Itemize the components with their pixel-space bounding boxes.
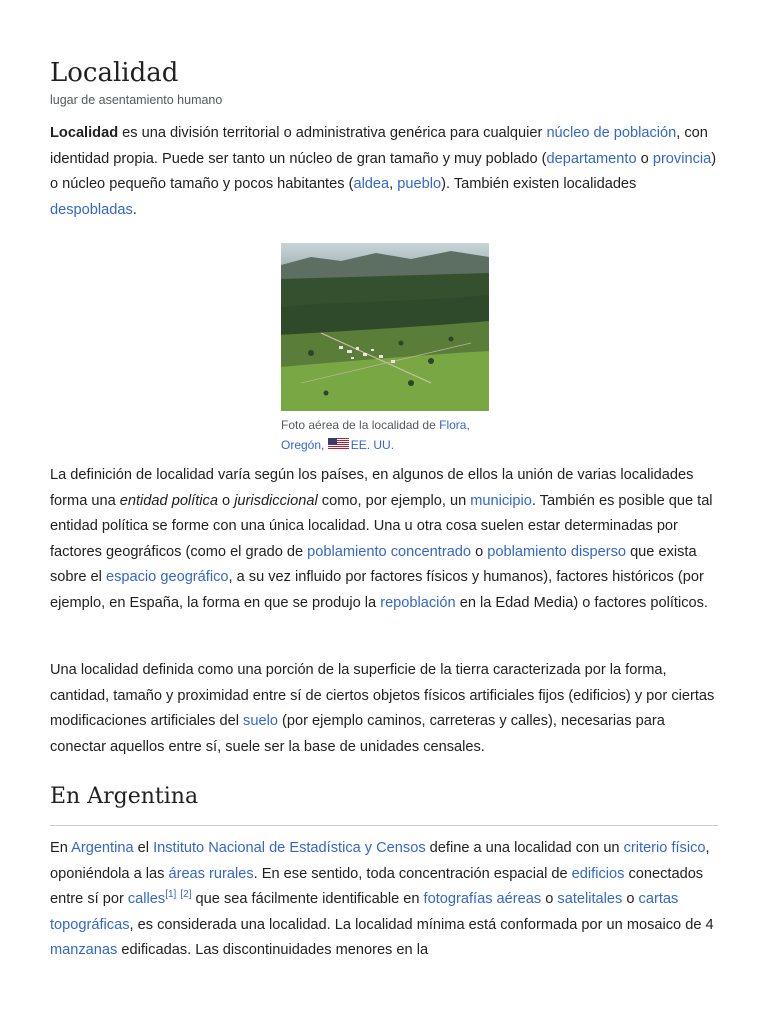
us-flag-icon — [328, 438, 349, 450]
link-areas-rurales[interactable]: áreas rurales — [168, 865, 254, 882]
reference-2[interactable]: [2] — [180, 889, 192, 901]
link-provincia[interactable]: provincia — [652, 150, 712, 167]
link-argentina[interactable]: Argentina — [71, 840, 134, 856]
link-espacio-geografico[interactable]: espacio geográfico — [105, 569, 229, 586]
intro-paragraph: Localidad es una división territorial o administrativa genérica para cualquier núcleo de población, con identidad propia. Puede ser tanto un núcleo de gran tamaño y muy poblado (departamento o provincia) o núcleo pequeño tamaño y pocos habitantes (aldea, pueblo). También existen localidades despobladas. — [50, 125, 717, 218]
link-departamento[interactable]: departamento — [546, 150, 637, 167]
link-aldea[interactable]: aldea — [353, 176, 390, 193]
link-satelitales[interactable]: satelitales — [557, 891, 623, 908]
link-indec[interactable]: Instituto Nacional de Estadística y Censos — [153, 840, 426, 856]
aerial-photo[interactable] — [281, 243, 489, 411]
link-eeuu[interactable]: EE. UU. — [350, 437, 395, 452]
section-divider — [50, 825, 718, 826]
link-municipio[interactable]: municipio — [470, 492, 532, 509]
paragraph-definicion: La definición de localidad varía según los países, en algunos de ellos la unión de varias localidades forma una entidad política o jurisdiccional como, por ejemplo, un municipio. También es posible que tal entidad política se forme con una única localidad. Una u otra cosa suelen estar determinadas por factores geográficos (como el grado de poblamiento concentrado o poblamiento disperso que exista sobre el espacio geográfico, a su vez influido por factores físicos y humanos), factores históricos (por ejemplo, en España, la forma en que se produjo la repoblación en la Edad Media) o factores políticos. — [50, 467, 713, 611]
link-oregon[interactable]: Oregón — [281, 437, 322, 452]
bold-term: Localidad — [50, 125, 119, 141]
page-title: Localidad — [50, 58, 179, 88]
link-suelo[interactable]: suelo — [243, 713, 278, 730]
link-cartas-topograficas[interactable]: cartas topográficas — [50, 891, 679, 933]
figure-caption: Foto aérea de la localidad de Flora, Oregón, EE. UU. — [281, 418, 470, 452]
link-edificios[interactable]: edificios — [571, 865, 625, 882]
paragraph-argentina: En Argentina el Instituto Nacional de Estadística y Censos define a una localidad con un criterio físico, oponiéndola a las áreas rurales. En ese sentido, toda concentración espacial de edificios conectados entre sí por calles[1] [2] que sea fácilmente identificable en fotografías aéreas o satelitales o cartas topográficas, es considerada una localidad. La localidad mínima está conformada por un mosaico de 4 manzanas edificadas. Las discontinuidades menores en la — [50, 840, 714, 959]
link-poblamiento-disperso[interactable]: poblamiento disperso — [487, 543, 627, 560]
paragraph-porcion: Una localidad definida como una porción de la superficie de la tierra caracterizada por la forma, cantidad, tamaño y proximidad entre sí de ciertos objetos físicos artificiales fijos (edificios) y por ciertas modificaciones artificiales del suelo (por ejemplo caminos, carreteras y calles), necesarias para conectar aquellos entre sí, suele ser la base de unidades censales. — [50, 662, 715, 755]
reference-1[interactable]: [1] — [165, 889, 177, 901]
link-fotografias-aereas[interactable]: fotografías aéreas — [423, 891, 542, 908]
figure — [281, 243, 489, 455]
link-manzanas[interactable]: manzanas — [50, 942, 118, 959]
link-repoblacion[interactable]: repoblación — [380, 594, 456, 611]
page-subtitle: lugar de asentamiento humano — [50, 93, 223, 107]
section-heading-argentina: En Argentina — [50, 784, 199, 809]
link-pueblo[interactable]: pueblo — [397, 176, 442, 193]
link-poblamiento-concentrado[interactable]: poblamiento concentrado — [307, 543, 472, 560]
link-criterio-fisico[interactable]: criterio físico — [623, 840, 706, 856]
link-flora[interactable]: Flora — [439, 418, 467, 432]
link-calles[interactable]: calles — [127, 891, 166, 908]
link-despobladas[interactable]: despobladas — [50, 201, 133, 218]
link-nucleo-de-poblacion[interactable]: núcleo de población — [546, 125, 677, 141]
